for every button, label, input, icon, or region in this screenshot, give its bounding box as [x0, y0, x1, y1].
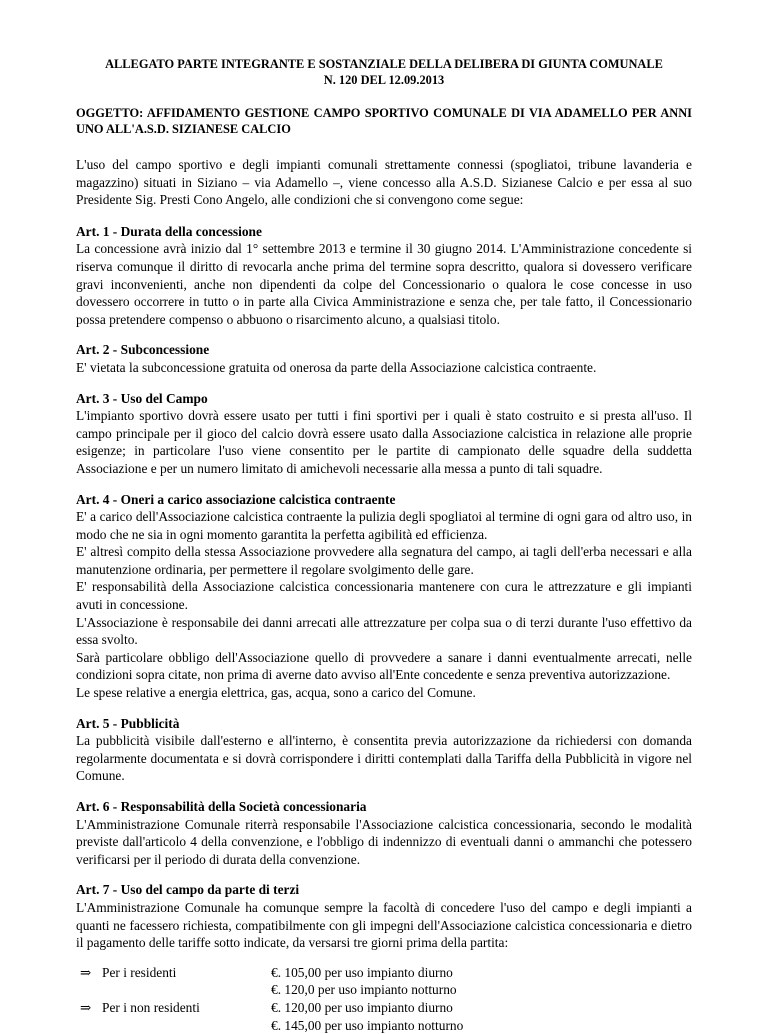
fee-list: [76, 964, 692, 1034]
article-6-title: Art. 6 - Responsabilità della Società concessionaria: [76, 799, 367, 814]
article-4-text-2: E' altresì compito della stessa Associazione provvedere alla segnatura del campo, ai tagli dell'erba necessari e alla manutenzione ordinaria, per permettere il regolare svolgimento delle gare.: [76, 544, 692, 577]
article-4-text-4: L'Associazione è responsabile dei danni arrecati alle attrezzature per colpa sua o di terzi durante l'uso effettivo da essa svolto.: [76, 614, 692, 648]
article-7-text: L'Amministrazione Comunale ha comunque sempre la facoltà di concedere l'uso del campo e degli impianti a quanti ne facessero richiesta, compatibilmente con gli impegni dell'Associazione calcistica concessionaria e dietro il pagamento delle tariffe sotto indicate, da versarsi tre giorni prima della partita:: [76, 899, 692, 951]
header-line-1: ALLEGATO PARTE INTEGRANTE E SOSTANZIALE DELLA DELIBERA DI GIUNTA COMUNALE: [105, 57, 663, 71]
arrow-right-icon: ⇒: [80, 999, 92, 1015]
article-5: [76, 715, 692, 785]
header-line-2: N. 120 DEL 12.09.2013: [323, 73, 445, 87]
fee-label-residents: Per i residenti: [102, 964, 177, 980]
arrow-right-icon: ⇒: [80, 964, 92, 980]
article-1-text: La concessione avrà inizio dal 1° settembre 2013 e termine il 30 giugno 2014. L'Amministrazione concedente si riserva comunque il diritto di revocarla anche prima del termine sopra descritto, qualora si dovessero verificare gravi inconvenienti, anche non dipendenti da colpe del Concessionario o qualora le cose concesse in uso dovessero occorrere in tutto o in parte alla Civica Amministrazione e senza che, per tale fatto, il Concessionario possa pretendere compenso o abbuono o risarcimento alcuno, a qualsiasi titolo.: [76, 241, 692, 327]
article-6: [76, 798, 692, 868]
article-3-text: L'impianto sportivo dovrà essere usato per tutti i fini sportivi per i quali è stato costruito e si presta all'uso. Il campo principale per il gioco del calcio dovrà essere usato dalla Associazione calcistica in relazione alle proprie esigenze; in particolare l'uso viene consentito per le partite di campionato delle squadre della suddetta Associazione e per un numero limitato di amichevoli necessarie alla messa a punto di tali squadre.: [76, 408, 692, 476]
article-4-text-1: E' a carico dell'Associazione calcistica contraente la pulizia degli spogliatoi al termine di ogni gara od altro uso, in modo che ne sia in ogni momento garantita la perfetta agibilità ed efficienza.: [76, 509, 692, 542]
fee-label-non-residents: Per i non residenti: [102, 999, 200, 1015]
article-1: [76, 223, 692, 329]
fee-non-residents-day: €. 120,00 per uso impianto diurno: [271, 999, 453, 1015]
article-4-text-3: E' responsabilità della Associazione calcistica concessionaria mantenere con cura le attrezzature e gli impianti avuti in concessione.: [76, 579, 692, 613]
article-6-text: L'Amministrazione Comunale riterrà responsabile l'Associazione calcistica concessionaria, secondo le modalità previste dall'articolo 4 della convenzione, e l'obbligo di indennizzo di eventuali danni o ammanchi che potessero verificarsi per il periodo di durata della convenzione.: [76, 816, 692, 867]
article-5-text: La pubblicità visibile dall'esterno e all'interno, è consentita previa autorizzazione da richiedersi con domanda regolarmente documentata e si dovrà corrispondere i diritti contemplati dalla Tariffa della Pubblicità in vigore nel Comune.: [76, 733, 692, 784]
article-7: [76, 881, 692, 1034]
article-2-text: E' vietata la subconcessione gratuita od onerosa da parte della Associazione calcistica contraente.: [76, 359, 597, 375]
fee-non-residents-night: €. 145,00 per uso impianto notturno: [271, 1017, 464, 1033]
article-2-title: Art. 2 - Subconcessione: [76, 342, 210, 358]
article-7-title: Art. 7 - Uso del campo da parte di terzi: [76, 882, 300, 898]
fee-group-non-residents: [76, 999, 692, 1034]
document-subject: OGGETTO: AFFIDAMENTO GESTIONE CAMPO SPORTIVO COMUNALE DI VIA ADAMELLO PER ANNI UNO ALL'A.S.D. SIZIANESE CALCIO: [76, 106, 692, 136]
intro-paragraph: L'uso del campo sportivo e degli impianti comunali strettamente connessi (spogliatoi, tribune lavanderia e magazzino) situati in Siziano – via Adamello –, viene concesso alla A.S.D. Sizianese Calcio e per essa al suo Presidente Sig. Presti Cono Angelo, alle condizioni che si convengono come segue:: [76, 157, 692, 208]
article-4: [76, 491, 692, 702]
article-5-title: Art. 5 - Pubblicità: [76, 715, 180, 731]
article-3: [76, 390, 692, 478]
article-2: [76, 341, 692, 376]
article-4-text-5: Sarà particolare obbligo dell'Associazione quello di provvedere a sanare i danni eventualmente arrecati, nelle condizioni sopra citate, non prima di averne dato avviso all'Ente concedente e senza preventiva autorizzazione.: [76, 649, 692, 683]
article-1-title: Art. 1 - Durata della concessione: [76, 223, 262, 239]
article-3-title: Art. 3 - Uso del Campo: [76, 390, 208, 406]
fee-residents-night: €. 120,0 per uso impianto notturno: [271, 982, 457, 998]
fee-residents-day: €. 105,00 per uso impianto diurno: [271, 964, 453, 980]
article-4-text-6: Le spese relative a energia elettrica, gas, acqua, sono a carico del Comune.: [76, 685, 476, 701]
document-header: [76, 56, 692, 88]
article-4-title: Art. 4 - Oneri a carico associazione calcistica contraente: [76, 491, 396, 507]
